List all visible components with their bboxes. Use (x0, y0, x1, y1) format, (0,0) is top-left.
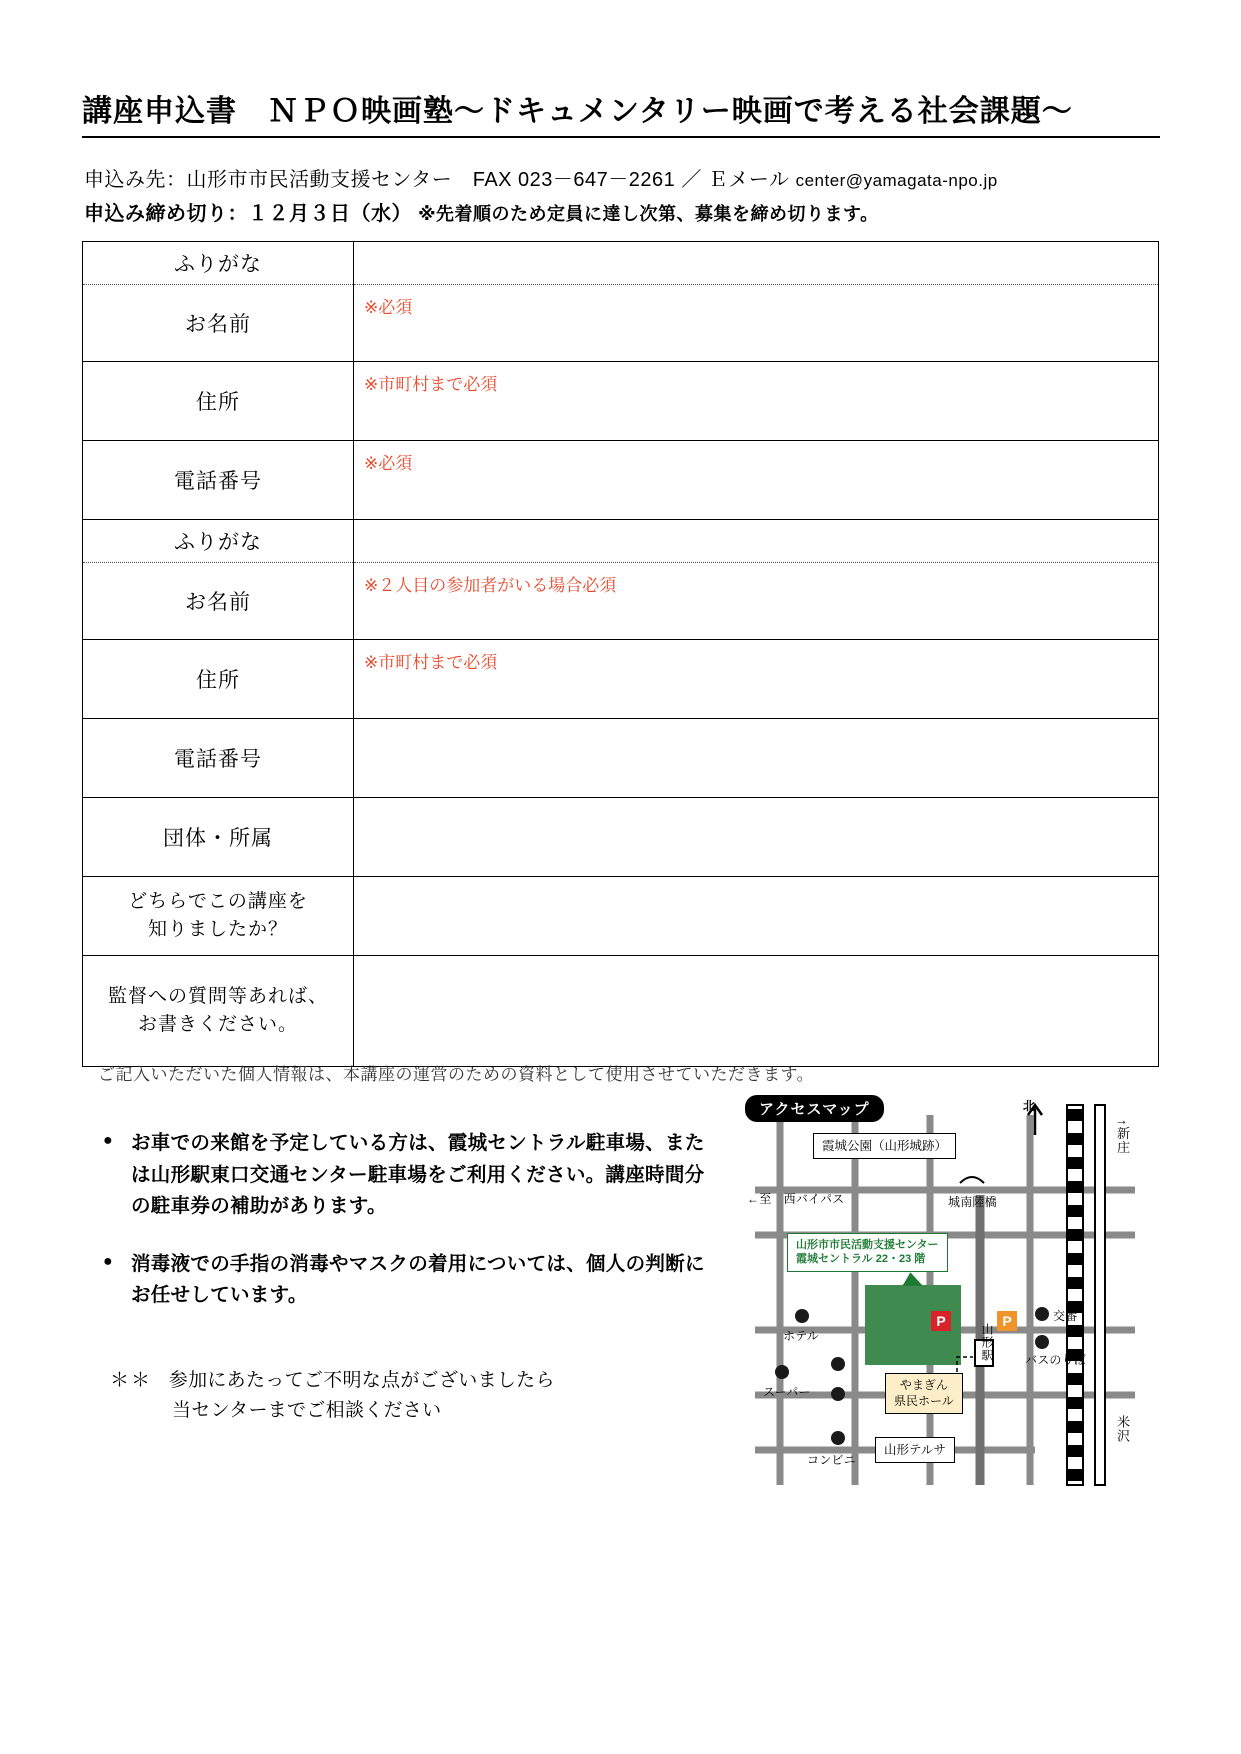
footnote-line-1 (110, 1366, 555, 1396)
notice-item-parking: ● お車での来館を予定している方は、霞城セントラル駐車場、または山形駅東口交通センター駐車場をご利用ください。講座時間分の駐車券の補助があります。 (103, 1128, 723, 1223)
row-input-name-2[interactable]: ※２人目の参加者がいる場合必須 (354, 563, 1159, 640)
map-label-hotel: ホテル (783, 1329, 820, 1343)
map-label-north: 北 (1023, 1099, 1036, 1113)
row-input-name-1[interactable]: ※必須 (354, 285, 1159, 362)
table-row (83, 877, 1159, 956)
footnote-text-2: 当センターまでご相談ください (172, 1400, 442, 1422)
parking-icon-red: P (931, 1311, 951, 1331)
map-title-badge: アクセスマップ (745, 1095, 884, 1122)
table-row (83, 640, 1159, 719)
row-label-questions-line1: 監督への質問等あれば、 (107, 986, 328, 1008)
map-label-center-line1: 山形市市民活動支援センター (796, 1239, 939, 1251)
page-title-wrap (82, 86, 1160, 138)
map-label-center-line2: 霞城セントラル 22・23 階 (796, 1253, 926, 1266)
row-input-furigana-2[interactable] (354, 520, 1159, 563)
row-label-furigana-1: ふりがな (83, 242, 354, 285)
notice-item-sanitizer: ● 消毒液での手指の消毒やマスクの着用については、個人の判断にお任せしています。 (103, 1249, 723, 1312)
row-label-phone-1: 電話番号 (83, 441, 354, 520)
map-label-park: 霞城公園（山形城跡） (813, 1133, 956, 1159)
row-input-how-heard[interactable] (354, 877, 1159, 956)
row-input-furigana-1[interactable] (354, 242, 1159, 285)
table-row (83, 362, 1159, 441)
row-label-questions (83, 956, 354, 1067)
table-row (83, 242, 1159, 285)
submit-to-email: center@yamagata-npo.jp (795, 171, 998, 190)
privacy-note: ご記入いただいた個人情報は、本講座の運営のための資料として使用させていただきます。 (98, 1065, 815, 1084)
map-label-bus-stop: バスのりば (1025, 1353, 1087, 1367)
row-label-name-2: お名前 (83, 563, 354, 640)
map-dot-koban (1035, 1307, 1049, 1321)
map-label-jonan-bridge: 城南陸橋 (948, 1195, 997, 1209)
footnote-block (110, 1366, 555, 1427)
submit-to-line (84, 163, 998, 192)
map-label-convenience: コンビニ (807, 1453, 856, 1467)
row-label-furigana-2: ふりがな (83, 520, 354, 563)
map-dot-koban-2 (1035, 1335, 1049, 1349)
footnote-text-1: 参加にあたってご不明な点がございましたら (168, 1370, 555, 1391)
row-label-address-1: 住所 (83, 362, 354, 441)
notices-list (103, 1128, 723, 1338)
row-label-how-heard (83, 877, 354, 956)
map-label-terrsa: 山形テルサ (875, 1437, 955, 1463)
row-label-organization: 団体・所属 (83, 798, 354, 877)
map-dot-convenience (831, 1431, 845, 1445)
deadline-line (84, 197, 879, 226)
row-input-address-1[interactable]: ※市町村まで必須 (354, 362, 1159, 441)
row-label-questions-line2: お書きください。 (137, 1014, 298, 1035)
application-form-table (82, 241, 1159, 1067)
map-dot-hotel (795, 1309, 809, 1323)
row-label-phone-2: 電話番号 (83, 719, 354, 798)
parking-icon-orange: P (997, 1311, 1017, 1331)
row-input-phone-2[interactable] (354, 719, 1159, 798)
submit-to-text: 申込み先：山形市市民活動支援センター FAX 023－647－2261 ／ Ｅメール (84, 169, 796, 191)
map-label-yamagin-line2: 県民ホール (894, 1393, 954, 1408)
row-input-questions[interactable] (354, 956, 1159, 1067)
map-label-super: スーパー (763, 1385, 811, 1399)
table-row (83, 285, 1159, 362)
table-row (83, 520, 1159, 563)
row-label-how-heard-line1: どちらでこの講座を (128, 891, 308, 913)
map-label-shinjo: ↑新庄 (1115, 1119, 1130, 1155)
map-dot-super (775, 1365, 789, 1379)
map-label-yamagin-line1: やまぎん (899, 1378, 948, 1392)
map-label-koban: 交番 (1053, 1309, 1078, 1323)
map-label-yonezawa: 米沢 (1115, 1415, 1130, 1443)
row-label-name-1: お名前 (83, 285, 354, 362)
row-label-address-2: 住所 (83, 640, 354, 719)
map-label-center (787, 1233, 948, 1272)
table-row (83, 719, 1159, 798)
row-input-organization[interactable] (354, 798, 1159, 877)
row-input-address-2[interactable]: ※市町村まで必須 (354, 640, 1159, 719)
table-row (83, 441, 1159, 520)
map-dot-super-3 (831, 1387, 845, 1401)
row-input-phone-1[interactable]: ※必須 (354, 441, 1159, 520)
table-row (83, 798, 1159, 877)
page-title: 講座申込書 ＮＰＯ映画塾～ドキュメンタリー映画で考える社会課題～ (82, 86, 1160, 138)
access-map (735, 1095, 1155, 1505)
footnote-stars: ＊＊ (110, 1370, 153, 1391)
row-label-how-heard-line2: 知りましたか？ (147, 919, 288, 940)
deadline-note: ※先着順のため定員に達し次第、募集を締め切ります。 (418, 204, 879, 224)
deadline-text: 申込み締め切り：１２月３日（水） (84, 203, 412, 225)
map-label-station: 山形駅 (980, 1323, 994, 1362)
table-row (83, 956, 1159, 1067)
map-dot-super-2 (831, 1357, 845, 1371)
map-label-yamagin-hall (885, 1373, 963, 1414)
map-label-west-bypass: ←至 西バイパス (747, 1192, 845, 1206)
table-row (83, 563, 1159, 640)
